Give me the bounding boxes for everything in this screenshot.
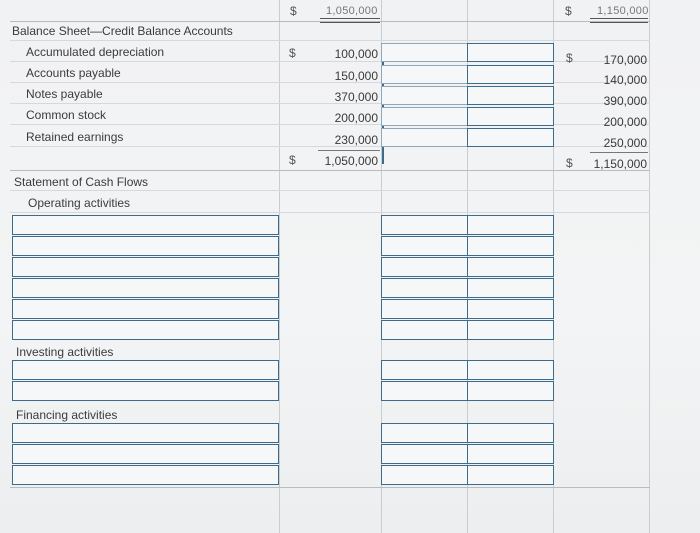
- change-input[interactable]: [467, 128, 554, 147]
- change-input[interactable]: [467, 65, 554, 84]
- total-value-right: 1,150,000: [593, 157, 647, 171]
- operating-credit-input[interactable]: [467, 278, 554, 298]
- change-input[interactable]: [381, 65, 468, 84]
- row-label: Retained earnings: [26, 130, 124, 144]
- row-separator: [10, 170, 650, 171]
- operating-credit-input[interactable]: [467, 320, 554, 340]
- operating-debit-input[interactable]: [381, 236, 468, 256]
- operating-description-input[interactable]: [12, 278, 279, 298]
- investing-debit-input[interactable]: [381, 381, 468, 401]
- total-underline: [590, 152, 648, 153]
- row-separator: [10, 61, 650, 62]
- row-separator: [10, 190, 650, 191]
- row-label: Accumulated depreciation: [26, 45, 165, 59]
- financing-credit-input[interactable]: [467, 423, 554, 443]
- operating-debit-input[interactable]: [381, 278, 468, 298]
- financing-credit-input[interactable]: [467, 444, 554, 464]
- change-input[interactable]: [467, 86, 554, 105]
- financing-description-input[interactable]: [12, 444, 279, 464]
- header-dollar-left: $: [290, 4, 297, 18]
- row-value-left: 230,000: [334, 133, 378, 147]
- change-input[interactable]: [467, 43, 554, 62]
- total-underline: [318, 150, 380, 151]
- financing-activities-label: Financing activities: [16, 408, 118, 422]
- row-value-right: 250,000: [603, 136, 647, 150]
- operating-debit-input[interactable]: [381, 299, 468, 319]
- total-value-left: 1,050,000: [324, 154, 378, 168]
- financing-description-input[interactable]: [12, 423, 279, 443]
- table-top-border: [10, 21, 650, 22]
- financing-debit-input[interactable]: [381, 444, 468, 464]
- row-label: Common stock: [26, 108, 107, 122]
- operating-credit-input[interactable]: [467, 299, 554, 319]
- row-value-left: 100,000: [334, 47, 378, 61]
- change-input[interactable]: [381, 43, 468, 62]
- investing-description-input[interactable]: [12, 381, 279, 401]
- change-input[interactable]: [381, 107, 468, 126]
- row-label: Accounts payable: [26, 66, 121, 80]
- change-input[interactable]: [467, 107, 554, 126]
- change-input[interactable]: [381, 86, 468, 105]
- operating-description-input[interactable]: [12, 320, 279, 340]
- row-value-right: 170,000: [603, 53, 647, 67]
- row-dollar-right: $: [566, 51, 573, 65]
- row-value-left: 370,000: [334, 90, 378, 104]
- investing-description-input[interactable]: [12, 360, 279, 380]
- operating-debit-input[interactable]: [381, 215, 468, 235]
- investing-credit-input[interactable]: [467, 360, 554, 380]
- header-total-right: 1,150,000: [597, 5, 649, 17]
- row-separator: [10, 212, 650, 213]
- total-dollar-right: $: [566, 156, 573, 170]
- row-label: Notes payable: [26, 87, 103, 101]
- row-value-right: 200,000: [603, 115, 647, 129]
- row-separator: [10, 40, 650, 41]
- row-value-right: 390,000: [603, 94, 647, 108]
- investing-credit-input[interactable]: [467, 381, 554, 401]
- row-value-left: 200,000: [334, 111, 378, 125]
- row-value-left: 150,000: [334, 69, 378, 83]
- operating-description-input[interactable]: [12, 215, 279, 235]
- column-divider: [649, 0, 650, 533]
- column-divider: [279, 0, 280, 533]
- total-dollar-left: $: [289, 153, 296, 167]
- operating-description-input[interactable]: [12, 257, 279, 277]
- header-dollar-right: $: [565, 4, 572, 18]
- operating-debit-input[interactable]: [381, 320, 468, 340]
- cash-flows-title: Statement of Cash Flows: [14, 175, 149, 189]
- balance-sheet-title: Balance Sheet—Credit Balance Accounts: [12, 24, 233, 38]
- operating-credit-input[interactable]: [467, 257, 554, 277]
- investing-debit-input[interactable]: [381, 360, 468, 380]
- financing-credit-input[interactable]: [467, 465, 554, 485]
- header-total-left: 1,050,000: [326, 5, 378, 17]
- change-input[interactable]: [381, 128, 468, 147]
- financing-description-input[interactable]: [12, 465, 279, 485]
- financing-debit-input[interactable]: [381, 423, 468, 443]
- investing-activities-label: Investing activities: [16, 345, 114, 359]
- row-value-right: 140,000: [603, 73, 647, 87]
- operating-debit-input[interactable]: [381, 257, 468, 277]
- table-bottom-border: [10, 487, 650, 488]
- operating-description-input[interactable]: [12, 236, 279, 256]
- row-dollar-left: $: [289, 46, 296, 60]
- operating-activities-label: Operating activities: [28, 196, 131, 210]
- operating-credit-input[interactable]: [467, 236, 554, 256]
- financing-debit-input[interactable]: [381, 465, 468, 485]
- operating-credit-input[interactable]: [467, 215, 554, 235]
- operating-description-input[interactable]: [12, 299, 279, 319]
